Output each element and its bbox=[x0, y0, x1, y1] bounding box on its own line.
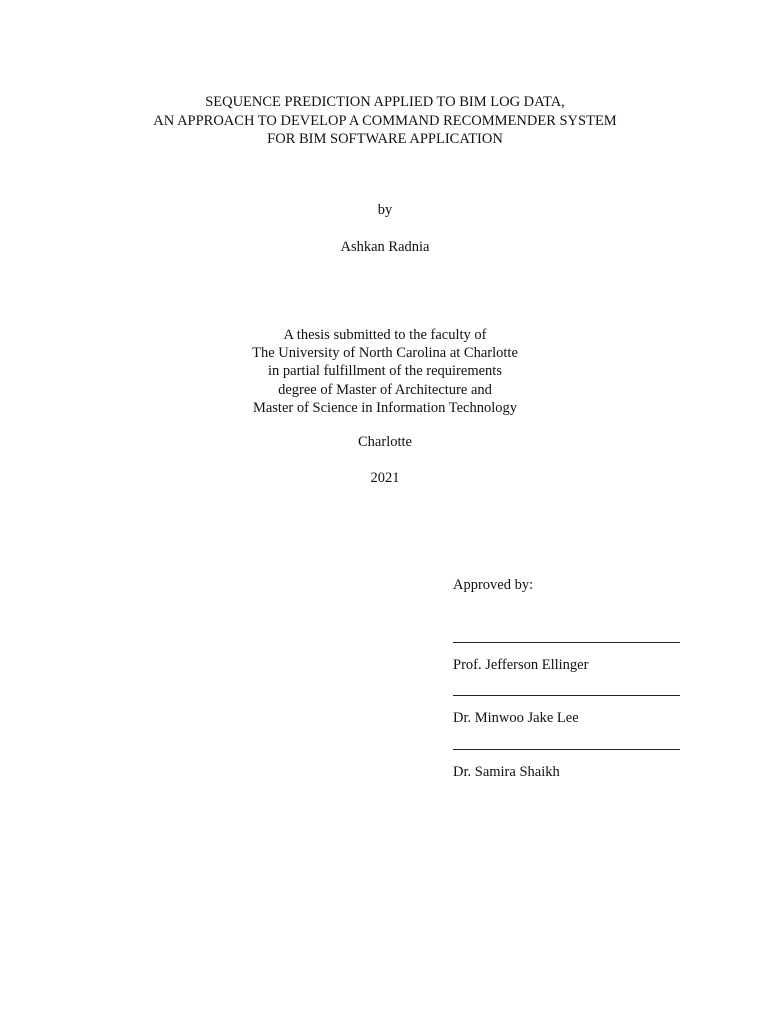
title-line-3: FOR BIM SOFTWARE APPLICATION bbox=[267, 131, 503, 147]
statement-line-1: A thesis submitted to the faculty of bbox=[283, 327, 487, 343]
signature-line-3 bbox=[453, 749, 680, 750]
city: Charlotte bbox=[358, 434, 412, 450]
approved-by-label: Approved by: bbox=[453, 577, 534, 593]
signer-name-2: Dr. Minwoo Jake Lee bbox=[453, 710, 579, 726]
signature-line-1 bbox=[453, 642, 680, 643]
approval-block bbox=[453, 576, 693, 780]
year: 2021 bbox=[370, 470, 400, 486]
thesis-title bbox=[0, 93, 770, 149]
submission-statement bbox=[0, 326, 770, 417]
by-label: by bbox=[377, 202, 393, 218]
signature-line-2 bbox=[453, 695, 680, 696]
signer-name-3: Dr. Samira Shaikh bbox=[453, 764, 560, 780]
statement-line-4: degree of Master of Architecture and bbox=[278, 381, 492, 398]
statement-line-3: in partial fulfillment of the requirements bbox=[268, 363, 502, 380]
statement-line-2: The University of North Carolina at Charlotte bbox=[252, 345, 518, 362]
signer-name-1: Prof. Jefferson Ellinger bbox=[453, 657, 589, 673]
title-line-1: SEQUENCE PREDICTION APPLIED TO BIM LOG DATA, bbox=[205, 94, 565, 110]
statement-line-5: Master of Science in Information Technology bbox=[252, 399, 518, 416]
author-name: Ashkan Radnia bbox=[340, 239, 430, 255]
title-line-2: AN APPROACH TO DEVELOP A COMMAND RECOMMENDER SYSTEM bbox=[153, 112, 617, 129]
